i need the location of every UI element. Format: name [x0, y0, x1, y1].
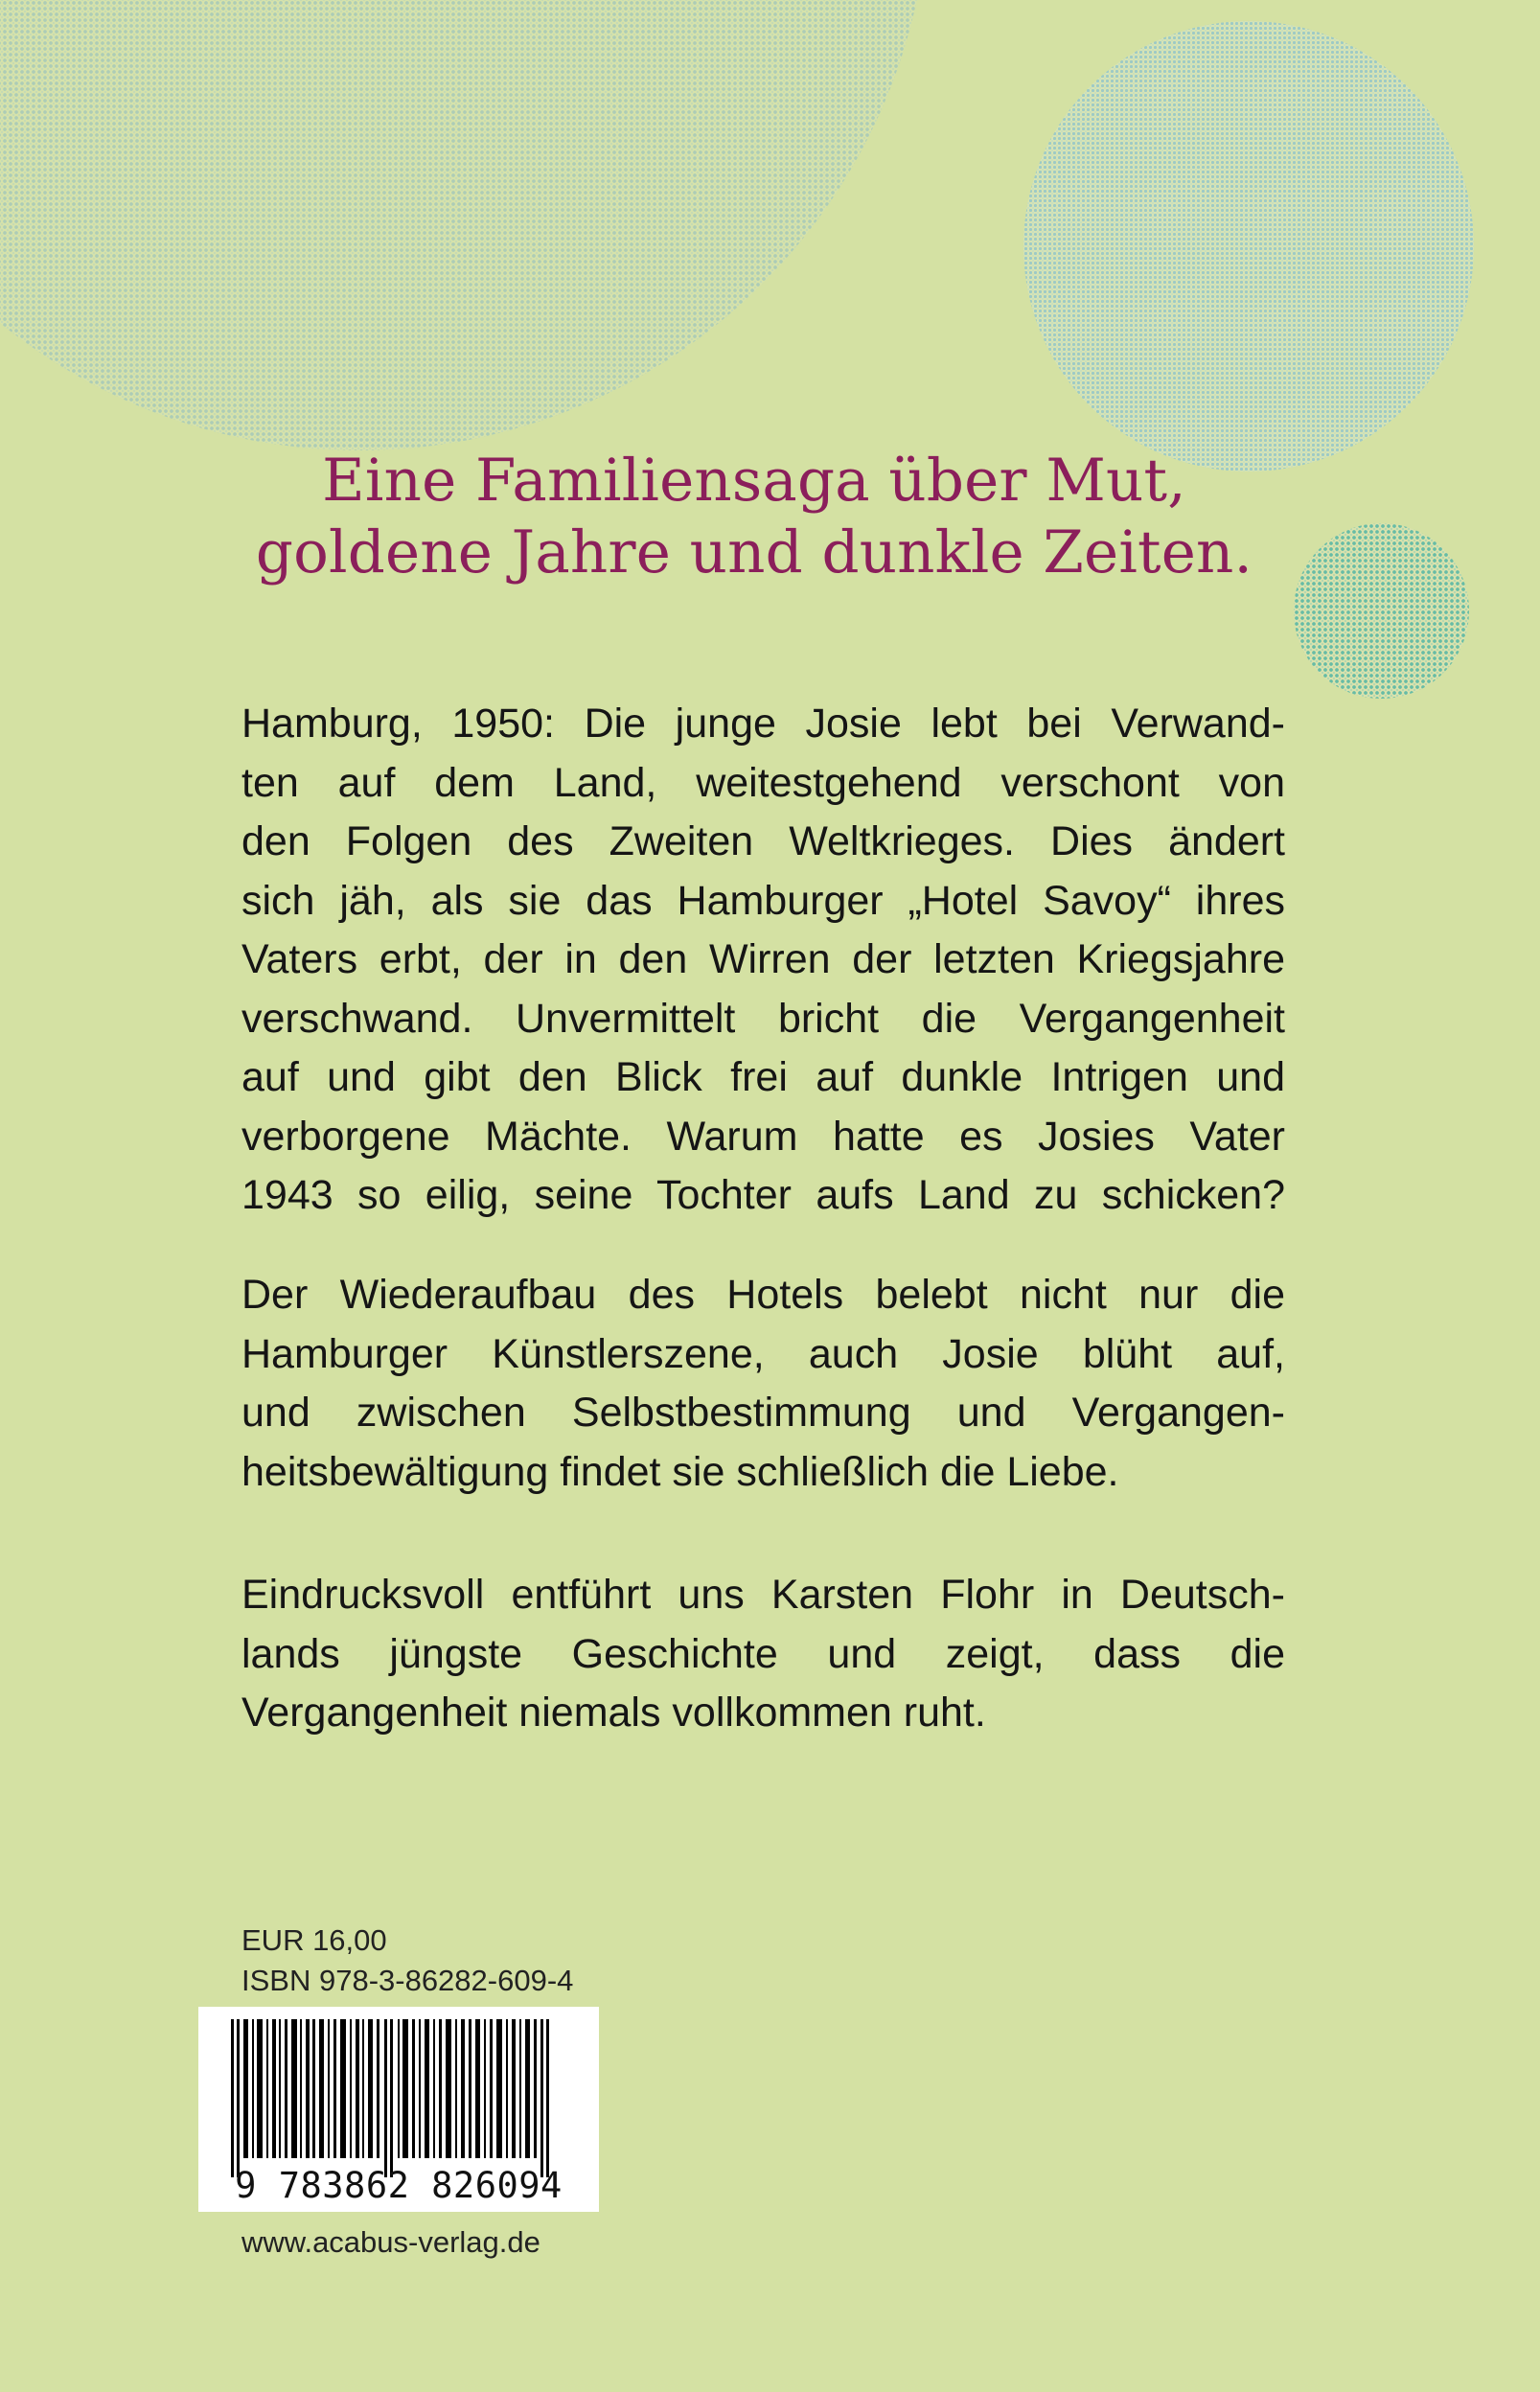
blurb-line: Vergangenheit niemals vollkommen ruht. — [241, 1690, 986, 1736]
blurb-line: Hamburg, 1950: Die junge Josie lebt bei Verwand- — [241, 701, 1285, 747]
small-halftone-circle — [1294, 523, 1469, 699]
blurb-line: auf und gibt den Blick frei auf dunkle Intrigen und — [241, 1054, 1285, 1100]
blurb-line: sich jäh, als sie das Hamburger „Hotel Savoy“ ihres — [241, 877, 1285, 924]
blurb-paragraph-1 — [241, 695, 1285, 1226]
blurb-paragraph-2 — [241, 1266, 1285, 1502]
publisher-website[interactable]: www.acabus-verlag.de — [241, 2225, 540, 2259]
blurb-line: ten auf dem Land, weitestgehend verschont von — [241, 759, 1285, 806]
blurb-line: Hamburger Künstlerszene, auch Josie blüht auf, — [241, 1330, 1285, 1377]
blurb-line: heitsbewältigung findet sie schließlich die Liebe. — [241, 1448, 1119, 1495]
medium-halftone-circle — [1023, 21, 1474, 472]
blurb-line: Vaters erbt, der in den Wirren der letzten Kriegsjahre — [241, 936, 1285, 982]
isbn-barcode — [198, 2007, 599, 2212]
blurb-line: Eindrucksvoll entführt uns Karsten Flohr in Deutsch- — [241, 1572, 1285, 1618]
price-label: EUR 16,00 — [241, 1923, 387, 1957]
cover-headline — [241, 445, 1267, 588]
blurb-line: verborgene Mächte. Warum hatte es Josies Vater — [241, 1113, 1285, 1160]
blurb-line: 1943 so eilig, seine Tochter aufs Land zu schicken? — [241, 1172, 1285, 1218]
blurb-line: verschwand. Unvermittelt bricht die Vergangenheit — [241, 995, 1285, 1042]
blurb-line: lands jüngste Geschichte und zeigt, dass die — [241, 1630, 1285, 1677]
isbn-label: ISBN 978-3-86282-609-4 — [241, 1964, 574, 1997]
blurb-paragraph-3 — [241, 1566, 1285, 1743]
blurb-line: Der Wiederaufbau des Hotels belebt nicht nur die — [241, 1272, 1285, 1318]
blurb-line: den Folgen des Zweiten Weltkrieges. Dies ändert — [241, 818, 1285, 864]
headline-line-1: Eine Familiensaga über Mut, — [322, 447, 1186, 515]
blurb-line: und zwischen Selbstbestimmung und Vergangen- — [241, 1390, 1285, 1436]
headline-line-2: goldene Jahre und dunkle Zeiten. — [255, 518, 1253, 586]
barcode-number: 9 783862 826094 — [235, 2165, 563, 2206]
large-halftone-circle — [0, 0, 930, 450]
